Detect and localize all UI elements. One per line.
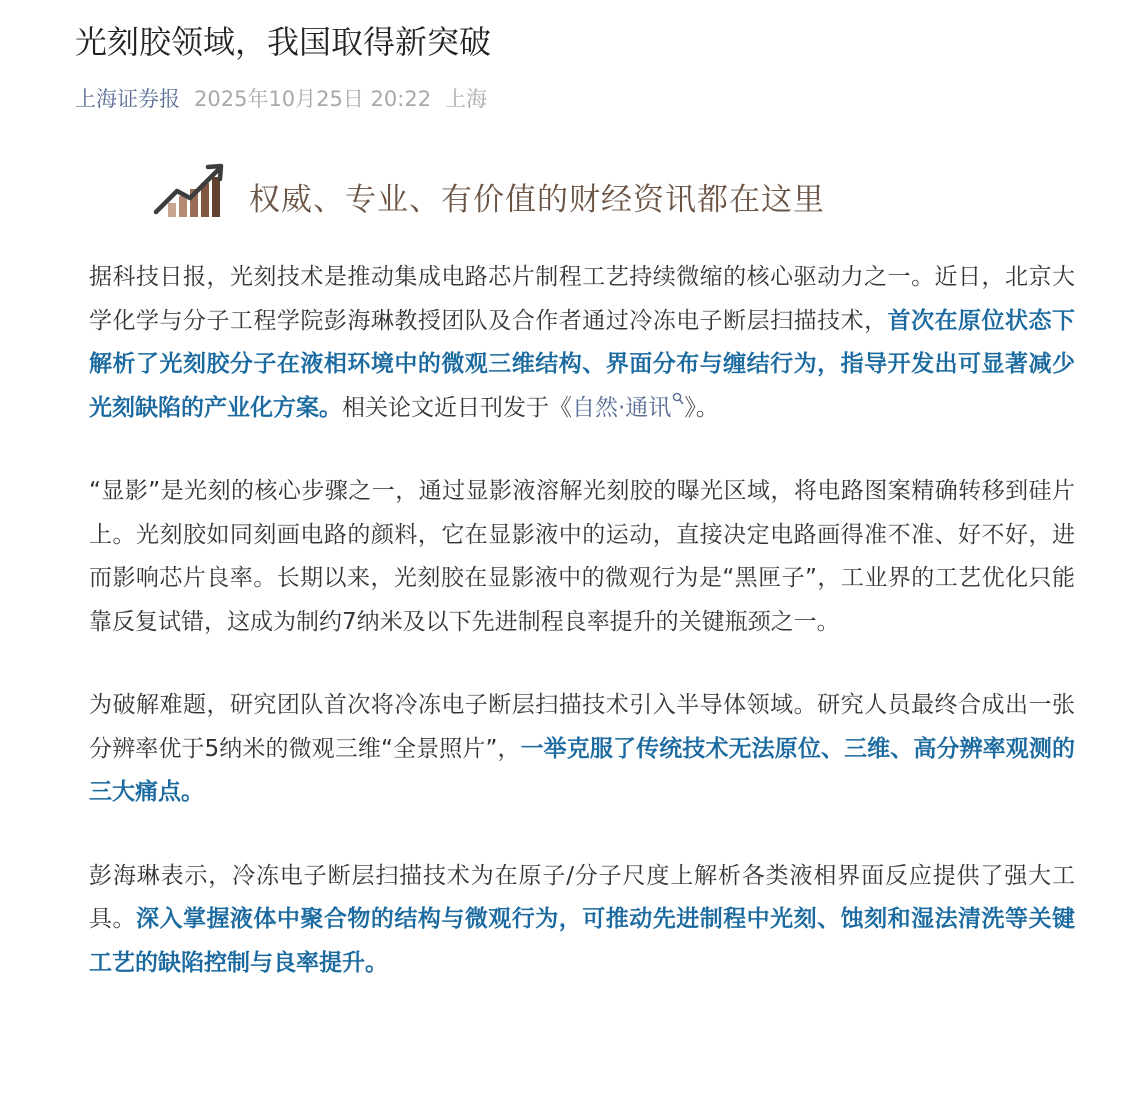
publish-location: 上海 [445,87,488,111]
search-icon[interactable] [672,392,684,406]
paragraph-1-highlight: 首次在原位状态下解析了光刻胶分子在液相环境中的微观三维结构、界面分布与缠结行为，指导开发出可显著减少光刻缺陷的产业化方案。 [89,307,1076,421]
paragraph-1-text: 据科技日报，光刻技术是推动集成电路芯片制程工艺持续微缩的核心驱动力之一。近日，北京大学化学与分子工程学院彭海琳教授团队及合作者通过冷冻电子断层扫描技术， [89,264,1075,334]
paragraph-1-citation-text: 相关论文近日刊发于《 [342,394,572,421]
article-meta [75,84,487,114]
paragraph-1 [89,256,1075,430]
paragraph-4-highlight: 深入掌握液体中聚合物的结构与微观行为，可推动先进制程中光刻、蚀刻和湿法清洗等关键工艺的缺陷控制与良率提升。 [89,906,1076,976]
journal-link[interactable] [572,395,684,421]
paragraph-4 [89,855,1075,986]
article-body [89,256,1075,985]
source-link[interactable]: 上海证券报 [75,87,180,111]
paragraph-2: “显影”是光刻的核心步骤之一，通过显影液溶解光刻胶的曝光区域，将电路图案精确转移到硅片上。光刻胶如同刻画电路的颜料，它在显影液中的运动，直接决定电路画得准不准、好不好，进而影响芯片良率。长期以来，光刻胶在显影液中的微观行为是“黑匣子”，工业界的工艺优化只能靠反复试错，这成为制约7纳米及以下先进制程良率提升的关键瓶颈之一。 [89,478,1075,635]
banner-slogan: 权威、专业、有价值的财经资讯都在这里 [249,182,825,218]
paragraph-3-highlight: 一举克服了传统技术无法原位、三维、高分辨率观测的三大痛点。 [89,735,1076,805]
publish-date: 2025年10月25日 20:22 [194,87,432,111]
paragraph-3 [89,684,1075,815]
paragraph-4-text: 彭海琳表示，冷冻电子断层扫描技术为在原子/分子尺度上解析各类液相界面反应提供了强大工具。 [89,862,1075,932]
rising-bar-chart-icon [152,158,232,224]
paragraph-3-text: 为破解难题，研究团队首次将冷冻电子断层扫描技术引入半导体领域。研究人员最终合成出一张分辨率优于5纳米的微观三维“全景照片”， [89,692,1075,762]
article-title: 光刻胶领域，我国取得新突破 [75,23,492,61]
paragraph-1-citation-end: 》。 [684,394,719,421]
journal-link-label: 自然·通讯 [572,394,672,421]
